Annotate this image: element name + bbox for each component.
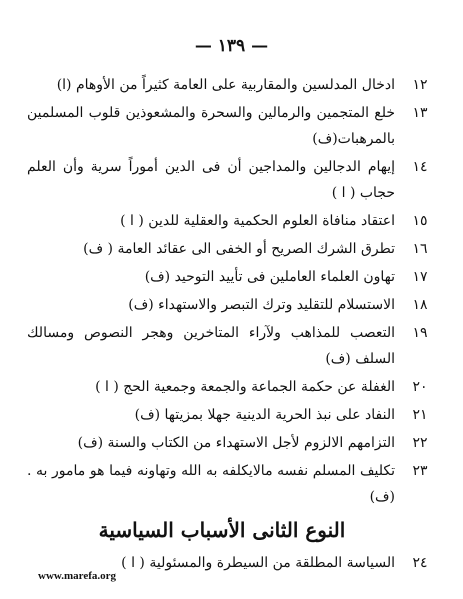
item-text: إيهام الدجالين والمداجين أن فى الدين أموراً سرية وأن العلم حجاب ( ا ) — [27, 159, 395, 201]
item-number: ٢٤ — [412, 555, 428, 571]
item-text: تهاون العلماء العاملين فى تأييد التوحيد (ف) — [144, 269, 395, 285]
list-item — [27, 236, 437, 262]
list-item — [27, 264, 437, 290]
list-item — [27, 374, 437, 400]
causes-list — [27, 72, 437, 578]
item-number: ١٨ — [412, 297, 428, 313]
list-item — [27, 320, 437, 372]
item-number: ١٧ — [412, 269, 428, 285]
page-number: — ١٣٩ — — [194, 36, 269, 56]
item-text: خلع المتجمين والرمالين والسحرة والمشعوذين قلوب المسلمين بالمرهبات(ف) — [27, 105, 395, 147]
item-text: التعصب للمذاهب ولآراء المتاخرين وهجر النصوص ومسالك السلف (ف) — [27, 325, 395, 367]
item-text: اعتقاد منافاة العلوم الحكمية والعقلية للدين ( ا ) — [120, 213, 395, 229]
item-text: الغفلة عن حكمة الجماعة والجمعة وجمعية الحج ( ا ) — [95, 379, 395, 395]
list-item — [27, 100, 437, 152]
item-number: ٢٣ — [412, 463, 428, 479]
item-text: النفاد على نبذ الحرية الدينية جهلا بمزيتها (ف) — [134, 407, 395, 423]
item-text: تكليف المسلم نفسه مالايكلفه به الله وتهاونه فيما هو مامور به . (ف) — [27, 463, 395, 505]
footer-url: www.marefa.org — [38, 570, 116, 582]
item-number: ٢٢ — [412, 435, 428, 451]
item-number: ١٣ — [412, 105, 428, 121]
item-number: ٢١ — [412, 407, 428, 423]
item-text: السياسة المطلقة من السيطرة والمسئولية ( ا ) — [121, 555, 395, 571]
item-number: ٢٠ — [412, 379, 428, 395]
item-number: ١٤ — [412, 159, 428, 175]
item-number: ١٥ — [412, 213, 428, 229]
item-number: ١٢ — [412, 77, 428, 93]
list-item — [27, 458, 437, 510]
list-item — [27, 292, 437, 318]
list-item — [27, 430, 437, 456]
item-number: ١٩ — [412, 325, 428, 341]
list-item — [27, 72, 437, 98]
section-heading: النوع الثانى الأسباب السياسية — [98, 518, 346, 542]
list-item — [27, 402, 437, 428]
item-text: تطرق الشرك الصريح أو الخفى الى عقائد العامة ( ف) — [83, 241, 395, 257]
item-number: ١٦ — [412, 241, 428, 257]
item-text: ادخال المدلسين والمقاربية على العامة كثيراً من الأوهام (ا) — [56, 77, 395, 93]
list-item — [27, 208, 437, 234]
item-text: الاستسلام للتقليد وترك التبصر والاستهداء (ف) — [128, 297, 395, 313]
item-text: التزامهم الالزوم لأجل الاستهداء من الكتاب والسنة (ف) — [77, 435, 395, 451]
list-item — [27, 154, 437, 206]
